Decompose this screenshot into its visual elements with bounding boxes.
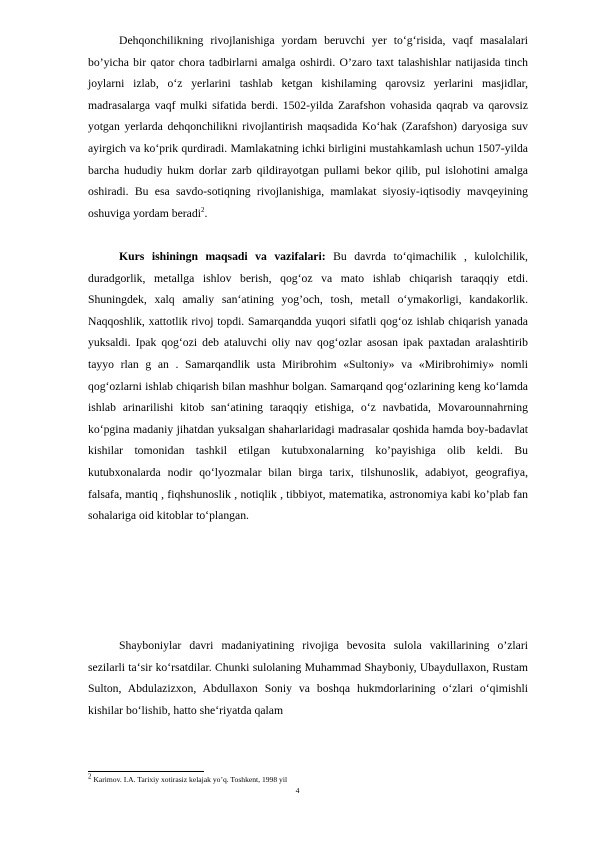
page-number: 4 — [295, 786, 300, 795]
footnote-number: 2 — [88, 772, 92, 781]
footnote-text: Karimov. I.A. Tarixiy xotirasiz kelajak yo’q. Toshkent, 1998 yil — [91, 775, 288, 784]
course-goals-heading: Kurs ishiningn maqsadi va vazifalari: — [119, 250, 326, 263]
paragraph-course-goals-text: Bu davrda to‘qimachilik , kulolchilik, duradgorlik, metallga ishlov berish, qog‘oz va mato ishlab chiqarish taraqqiy etdi. Shuningdek, xalq amaliy san‘atining yog’och, tosh, metall o‘ymakorligi, kandakorlik. Naqqoshlik, xattotlik rivoj topdi. Samarqandda yuqori sifatli qog‘oz ishlab chiqarish yanada yuksaldi. Ipak qog‘ozi deb ataluvchi oliy nav qog‘ozlar asosan ipak paxtadan aralashtirib tayyo rlan g an . Samarqandlik usta Miribrohim «Sultoniy» va «Miribrohimiy» nomli qog‘ozlarni ishlab chiqarish bilan mashhur bolgan. Samarqand qog‘ozlarining keng ko‘lamda ishlab arinarilishi kitob san‘atining taraqqiy etishiga, o‘z navbatida, Movarounnahrning ko‘pgina madaniy jihatdan yuksalgan shaharlaridagi madrasalar qoshida hamda boy-badavlat kishilar tomonidan tashkil etilgan kutubxonalarning ko’payishiga olib keldi. Bu kutubxonalarda nodir qo‘lyozmalar bilan birga tarix, tilshunoslik, adabiyot, geografiya, falsafa, mantiq , fiqhshunoslik , notiqlik , tibbiyot, matematika, astronomiya kabi ko’plab fan sohalariga oid kitoblar to‘plangan. — [88, 250, 528, 523]
footnote-reference[interactable]: 2 — [200, 205, 205, 214]
footnote — [88, 772, 528, 785]
paragraph-shaybanid-culture — [88, 635, 528, 721]
footnote-divider — [88, 771, 204, 772]
paragraph-reforms-text: Dehqonchilikning rivojlanishiga yordam beruvchi yer to‘g‘risida, vaqf masalalari bo’yicha bir qator chora tadbirlarni amalga oshirdi. O’zaro taxt talashishlar natijasida tinch joylarni izlab, o‘z yerlarini tashlab ketgan kishilaming qarovsiz yerlarini masjidlar, madrasalarga vaqf mulki sifatida berdi. 1502-yilda Zarafshon vohasida qaqrab va qarovsiz yotgan yerlarda dehqonchilikni rivojlantirish maqsadida Ko‘hak (Zarafshon) daryosiga suv ayirgich va ko‘prik qurdiradi. Mamlakatning ichki birligini mustahkamlash uchun 1507-yilda barcha hududiy hukm dorlar zarb qildirayotgan pullami bekor qilib, pul islohotini amalga oshiradi. Bu esa savdo-sotiqning rivojlanishiga, mamlakat siyosiy-iqtisodiy mavqeyining oshuviga yordam beradi — [88, 34, 528, 220]
paragraph-reforms-end: . — [204, 206, 208, 220]
paragraph-shaybanid-culture-text: Shayboniylar davri madaniyatining rivojiga bevosita sulola vakillarining o’zlari sezilarli ta‘sir ko‘rsatdilar. Chunki sulolaning Muhammad Shayboniy, Ubaydullaxon, Rustam Sulton, Abdulazizxon, Abdullaxon Soniy va boshqa hukmdorlarining o‘zlari o‘qimishli kishilar bo‘lishib, hatto she‘riyatda qalam — [88, 639, 528, 717]
paragraph-course-goals — [88, 246, 528, 527]
paragraph-reforms — [88, 30, 528, 224]
